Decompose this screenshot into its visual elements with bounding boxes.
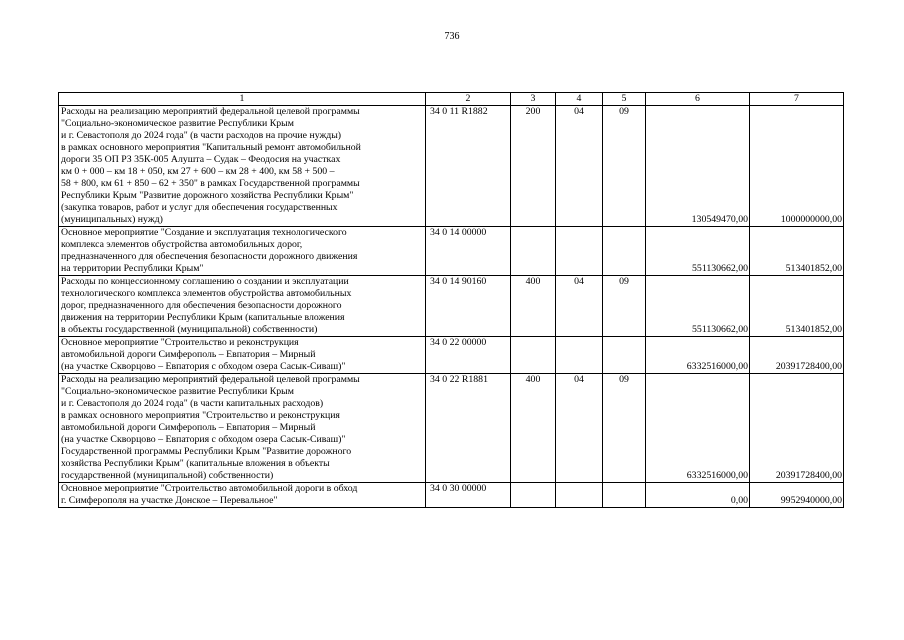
section-cell: 04: [556, 106, 603, 227]
expense-name-cell: Расходы на реализацию мероприятий федеральной целевой программы "Социально-экономическое развитие Республики Крым и г. Севастополя до 2024 года" (в части капитальных расходов) в рамках основного мероприятия "Строительство и реконструкция автомобильной дороги Симферополь – Евпатория – Мирный (на участке Скворцово – Евпатория с обходом озера Сасык-Сиваш)" Государственной программы Республики Крым "Развитие дорожного хозяйства Республики Крым" (капитальные вложения в объекты государственной (муниципальной) собственности): [59, 374, 426, 483]
expense-type-cell: [511, 483, 556, 508]
amount-cell-col6: 551130662,00: [646, 227, 750, 276]
amount-cell-col7: 513401852,00: [750, 227, 844, 276]
expense-type-cell: 400: [511, 374, 556, 483]
subsection-cell: [603, 227, 646, 276]
page-number: 736: [444, 31, 460, 42]
subsection-cell: [603, 483, 646, 508]
expense-type-cell: [511, 337, 556, 374]
amount-cell-col7: 513401852,00: [750, 276, 844, 337]
expense-name-cell: Основное мероприятие "Строительство и реконструкция автомобильной дороги Симферополь – Евпатория – Мирный (на участке Скворцово – Евпатория с обходом озера Сасык-Сиваш)": [59, 337, 426, 374]
expense-name-cell: Основное мероприятие "Создание и эксплуатация технологического комплекса элементов обустройства автомобильных дорог, предназначенного для обеспечения безопасности дорожного движения на территории Республики Крым": [59, 227, 426, 276]
amount-cell-col7: 20391728400,00: [750, 337, 844, 374]
expense-name-cell: Основное мероприятие "Строительство автомобильной дороги в обход г. Симферополя на участке Донское – Перевальное": [59, 483, 426, 508]
subsection-cell: 09: [603, 106, 646, 227]
column-header: 5: [603, 93, 646, 106]
section-cell: 04: [556, 276, 603, 337]
expense-type-cell: [511, 227, 556, 276]
table-row: [59, 483, 844, 508]
amount-cell-col7: 9952940000,00: [750, 483, 844, 508]
section-cell: [556, 227, 603, 276]
budget-table: [58, 92, 844, 508]
target-article-code-cell: 34 0 14 90160: [426, 276, 511, 337]
amount-cell-col6: 130549470,00: [646, 106, 750, 227]
expense-type-cell: 200: [511, 106, 556, 227]
amount-cell-col7: 1000000000,00: [750, 106, 844, 227]
expense-type-cell: 400: [511, 276, 556, 337]
table-row: [59, 276, 844, 337]
amount-cell-col6: 6332516000,00: [646, 374, 750, 483]
subsection-cell: 09: [603, 374, 646, 483]
section-cell: [556, 483, 603, 508]
amount-cell-col6: 0,00: [646, 483, 750, 508]
table-row: [59, 227, 844, 276]
table-row: [59, 374, 844, 483]
expense-name-cell: Расходы на реализацию мероприятий федеральной целевой программы "Социально-экономическое развитие Республики Крым и г. Севастополя до 2024 года" (в части расходов на прочие нужды) в рамках основного мероприятия "Капитальный ремонт автомобильной дороги 35 ОП РЗ 35К-005 Алушта – Судак – Феодосия на участках км 0 + 000 – км 18 + 050, км 27 + 600 – км 28 + 400, км 58 + 500 – 58 + 800, км 61 + 850 – 62 + 350" в рамках Государственной программы Республики Крым "Развитие дорожного хозяйства Республики Крым" (закупка товаров, работ и услуг для обеспечения государственных (муниципальных) нужд): [59, 106, 426, 227]
table-row: [59, 106, 844, 227]
amount-cell-col6: 551130662,00: [646, 276, 750, 337]
target-article-code-cell: 34 0 14 00000: [426, 227, 511, 276]
column-header: 7: [750, 93, 844, 106]
column-header: 6: [646, 93, 750, 106]
section-cell: [556, 337, 603, 374]
target-article-code-cell: 34 0 11 R1882: [426, 106, 511, 227]
table-header-row: [59, 93, 844, 106]
target-article-code-cell: 34 0 22 00000: [426, 337, 511, 374]
column-header: 2: [426, 93, 511, 106]
column-header: 1: [59, 93, 426, 106]
amount-cell-col7: 20391728400,00: [750, 374, 844, 483]
amount-cell-col6: 6332516000,00: [646, 337, 750, 374]
table-row: [59, 337, 844, 374]
target-article-code-cell: 34 0 22 R1881: [426, 374, 511, 483]
subsection-cell: 09: [603, 276, 646, 337]
subsection-cell: [603, 337, 646, 374]
section-cell: 04: [556, 374, 603, 483]
expense-name-cell: Расходы по концессионному соглашению о создании и эксплуатации технологического комплекса элементов обустройства автомобильных дорог, предназначенного для обеспечения безопасности дорожного движения на территории Республики Крым (капитальные вложения в объекты государственной (муниципальной) собственности): [59, 276, 426, 337]
target-article-code-cell: 34 0 30 00000: [426, 483, 511, 508]
column-header: 3: [511, 93, 556, 106]
column-header: 4: [556, 93, 603, 106]
